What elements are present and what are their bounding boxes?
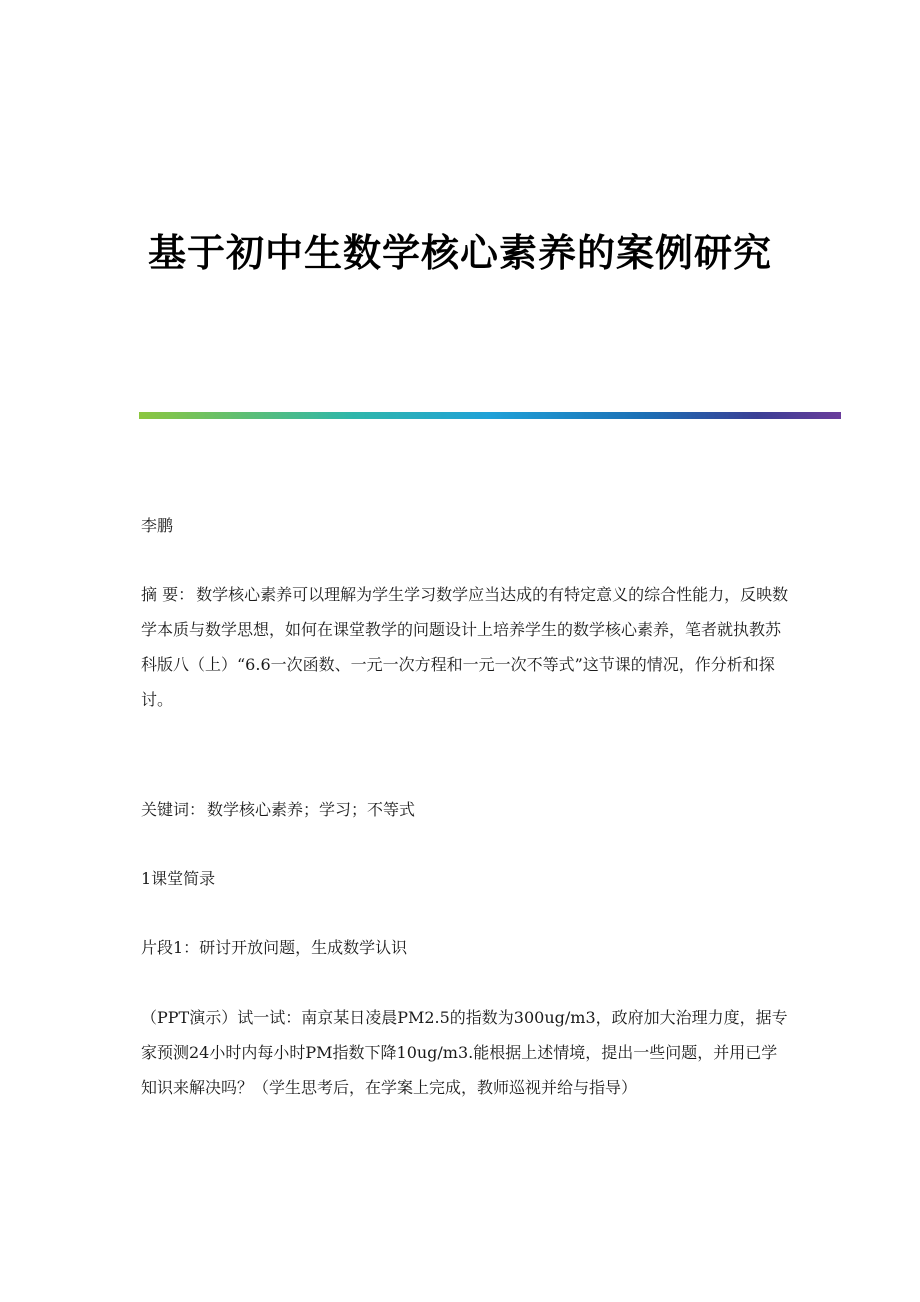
gradient-divider (139, 412, 841, 419)
body-paragraph: （PPT演示）试一试：南京某日凌晨PM2.5的指数为300ug/m3，政府加大治理力度，据专家预测24小时内每小时PM指数下降10ug/m3.能根据上述情境，提出一些问题，并用已学知识来解决吗？（学生思考后，在学案上完成，教师巡视并给与指导） (141, 1008, 788, 1097)
abstract-paragraph (141, 577, 791, 717)
page-title: 基于初中生数学核心素养的案例研究 (147, 231, 772, 275)
author-name: 李鹏 (141, 516, 174, 535)
segment-heading: 片段1：研讨开放问题，生成数学认识 (141, 938, 408, 957)
keywords-label: 关键词： (141, 800, 206, 819)
abstract-text: 数学核心素养可以理解为学生学习数学应当达成的有特定意义的综合性能力，反映数学本质与数学思想，如何在课堂教学的问题设计上培养学生的数学核心素养，笔者就执教苏科版八（上）“6.6一次函数、一元一次方程和一元一次不等式”这节课的情况，作分析和探讨。 (141, 585, 789, 709)
abstract-label: 摘 要： (141, 585, 195, 604)
keywords-line (141, 792, 791, 827)
keywords-text: 数学核心素养；学习；不等式 (207, 800, 416, 819)
section-heading: 1课堂简录 (141, 869, 216, 888)
